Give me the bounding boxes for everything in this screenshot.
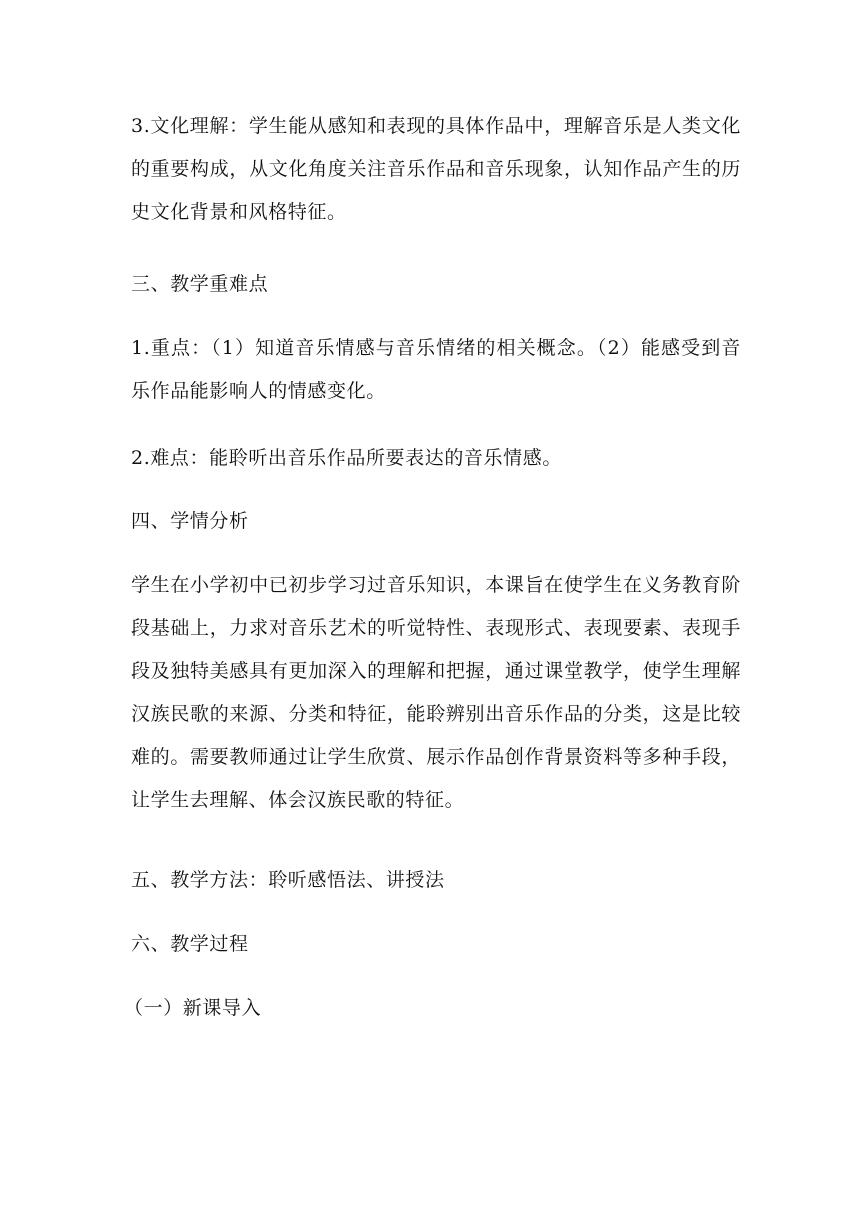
section-heading-key-points: 三、教学重难点 [131, 273, 269, 295]
section-heading-teaching-process: 六、教学过程 [131, 933, 249, 955]
section-heading-teaching-methods: 五、教学方法：聆听感悟法、讲授法 [131, 869, 445, 891]
paragraph-culture-understanding: 3.文化理解：学生能从感知和表现的具体作品中，理解音乐是人类文化的重要构成，从文化角度关注音乐作品和音乐现象，认知作品产生的历史文化背景和风格特征。 [131, 115, 741, 223]
paragraph-difficulty: 2.难点：能聆听出音乐作品所要表达的音乐情感。 [131, 447, 562, 469]
section-heading-student-analysis: 四、学情分析 [131, 510, 249, 532]
paragraph-student-analysis: 学生在小学初中已初步学习过音乐知识，本课旨在使学生在义务教育阶段基础上，力求对音乐艺术的听觉特性、表现形式、表现要素、表现手段及独特美感具有更加深入的理解和把握，通过课堂教学，使学生理解汉族民歌的来源、分类和特征，能聆辨别出音乐作品的分类，这是比较难的。需要教师通过让学生欣赏、展示作品创作背景资料等多种手段，让学生去理解、体会汉族民歌的特征。 [131, 574, 741, 811]
paragraph-key-point: 1.重点：（1）知道音乐情感与音乐情绪的相关概念。（2）能感受到音乐作品能影响人的情感变化。 [131, 337, 741, 402]
subheading-new-lesson-intro: （一）新课导入 [124, 997, 262, 1019]
